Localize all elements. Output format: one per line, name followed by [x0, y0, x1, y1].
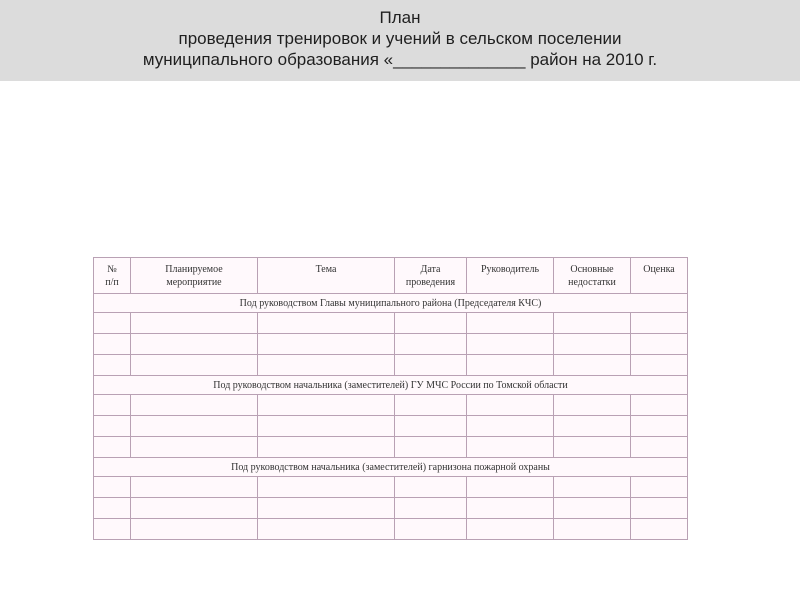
table-row: [94, 519, 688, 540]
table-cell: [467, 313, 554, 334]
table-row: [94, 498, 688, 519]
table-cell: [467, 519, 554, 540]
table-cell: [631, 313, 688, 334]
table-cell: [94, 334, 131, 355]
table-cell: [131, 334, 258, 355]
table-cell: [554, 355, 631, 376]
table-cell: [258, 355, 395, 376]
table-body: [94, 294, 688, 540]
table-cell: [94, 416, 131, 437]
table-row: [94, 477, 688, 498]
table-cell: [94, 498, 131, 519]
column-header-topic: Тема: [258, 258, 395, 294]
table-cell: [395, 395, 467, 416]
header-title: План: [379, 8, 421, 27]
table-row: [94, 334, 688, 355]
table-cell: [554, 334, 631, 355]
table-cell: [258, 313, 395, 334]
column-header-date: Дата проведения: [395, 258, 467, 294]
table-cell: [554, 313, 631, 334]
table-cell: [467, 498, 554, 519]
table-header-row: [94, 258, 688, 294]
table-cell: [258, 334, 395, 355]
table-cell: [554, 477, 631, 498]
table-cell: [467, 437, 554, 458]
table-cell: [554, 519, 631, 540]
table-cell: [554, 437, 631, 458]
table-cell: [131, 437, 258, 458]
section-title: Под руководством начальника (заместителей) ГУ МЧС России по Томской области: [94, 376, 688, 395]
table-cell: [94, 519, 131, 540]
section-row: [94, 458, 688, 477]
table-cell: [131, 477, 258, 498]
table-cell: [131, 519, 258, 540]
table-cell: [395, 355, 467, 376]
table-cell: [258, 498, 395, 519]
table-cell: [131, 416, 258, 437]
column-header-number: № п/п: [94, 258, 131, 294]
table-cell: [395, 519, 467, 540]
table-cell: [554, 498, 631, 519]
section-title: Под руководством Главы муниципального района (Председателя КЧС): [94, 294, 688, 313]
column-header-shortcomings: Основные недостатки: [554, 258, 631, 294]
table-cell: [631, 519, 688, 540]
table-row: [94, 416, 688, 437]
table-cell: [631, 334, 688, 355]
table-row: [94, 437, 688, 458]
table-cell: [631, 477, 688, 498]
table-cell: [395, 437, 467, 458]
table-cell: [631, 355, 688, 376]
table-cell: [258, 477, 395, 498]
table-cell: [94, 313, 131, 334]
table-cell: [94, 437, 131, 458]
table-cell: [467, 334, 554, 355]
plan-table: [93, 257, 688, 540]
table-cell: [94, 355, 131, 376]
table-cell: [395, 416, 467, 437]
table-cell: [631, 395, 688, 416]
header-subtitle-continued: муниципального образования «______________ район на 2010 г.: [142, 50, 658, 69]
column-header-supervisor: Руководитель: [467, 258, 554, 294]
table-cell: [131, 395, 258, 416]
table-cell: [631, 416, 688, 437]
table-cell: [554, 395, 631, 416]
table-cell: [131, 313, 258, 334]
table-cell: [467, 395, 554, 416]
table-cell: [258, 519, 395, 540]
table-cell: [631, 498, 688, 519]
table-cell: [258, 437, 395, 458]
table-row: [94, 355, 688, 376]
section-row: [94, 294, 688, 313]
table-cell: [258, 416, 395, 437]
table-cell: [131, 355, 258, 376]
column-header-planned-event: Планируемое мероприятие: [131, 258, 258, 294]
column-header-rating: Оценка: [631, 258, 688, 294]
table-cell: [131, 498, 258, 519]
table-cell: [395, 498, 467, 519]
table-cell: [467, 477, 554, 498]
table-cell: [467, 355, 554, 376]
table-row: [94, 395, 688, 416]
table-row: [94, 313, 688, 334]
table-cell: [395, 313, 467, 334]
section-row: [94, 376, 688, 395]
table-cell: [94, 395, 131, 416]
table-cell: [94, 477, 131, 498]
table-cell: [395, 477, 467, 498]
table-cell: [395, 334, 467, 355]
table-cell: [467, 416, 554, 437]
table-cell: [631, 437, 688, 458]
table-cell: [258, 395, 395, 416]
header-subtitle: проведения тренировок и учений в сельском поселении: [178, 29, 622, 48]
page-header: [0, 0, 800, 81]
section-title: Под руководством начальника (заместителей) гарнизона пожарной охраны: [94, 458, 688, 477]
table-cell: [554, 416, 631, 437]
